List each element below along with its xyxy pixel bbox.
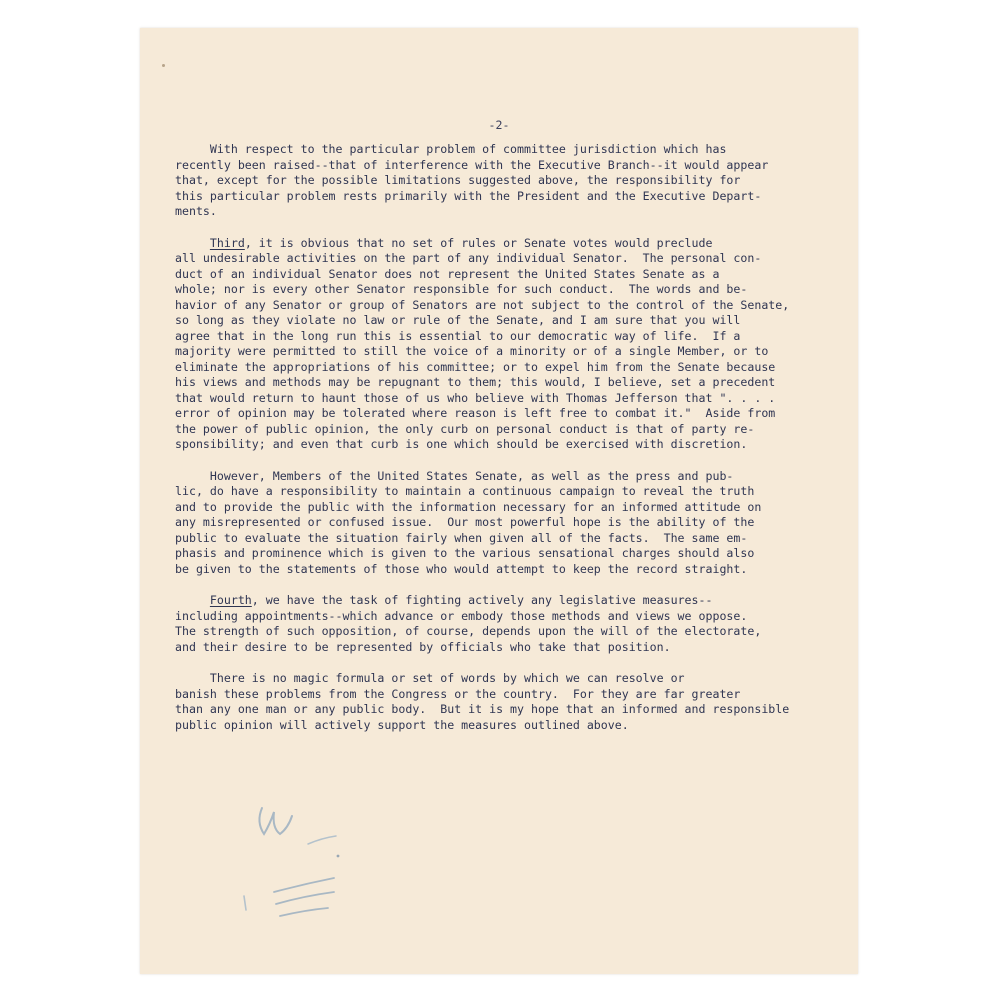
text-line: the power of public opinion, the only curb on personal conduct is that of party re-: [175, 421, 755, 436]
text-line: and to provide the public with the information necessary for an informed attitude on: [175, 499, 762, 514]
text-line: There is no magic formula or set of words by which we can resolve or: [175, 671, 685, 685]
text-line: duct of an individual Senator does not represent the United States Senate as a: [175, 266, 720, 281]
text-line: banish these problems from the Congress or the country. For they are far greater: [175, 686, 741, 701]
letter-body: [175, 142, 845, 749]
line-text: , it is obvious that no set of rules or Senate votes would preclude: [244, 235, 713, 250]
text-line: agree that in the long run this is essential to our democratic way of life. If a: [175, 328, 741, 343]
text-line: this particular problem rests primarily with the President and the Executive Depart-: [175, 188, 762, 203]
underlined-heading: Third: [209, 235, 245, 250]
document-page: [140, 28, 858, 974]
underlined-heading: Fourth: [209, 593, 252, 607]
text-line: sponsibility; and even that curb is one which should be exercised with discretion.: [175, 437, 748, 451]
text-line: recently been raised--that of interference with the Executive Branch--it would appear: [175, 157, 769, 172]
text-line: public to evaluate the situation fairly when given all of the facts. The same em-: [175, 530, 748, 545]
paper-speck: [162, 64, 165, 67]
text-line: However, Members of the United States Senate, as well as the press and pub-: [175, 468, 734, 483]
paragraph-2: [175, 236, 845, 453]
text-line: so long as they violate no law or rule of the Senate, and I am sure that you will: [175, 313, 741, 327]
text-line: [175, 593, 845, 609]
text-line: public opinion will actively support the measures outlined above.: [175, 717, 629, 732]
text-line: whole; nor is every other Senator responsible for such conduct. The words and be-: [175, 282, 748, 296]
text-line: error of opinion may be tolerated where reason is left free to combat it." Aside from: [175, 406, 776, 420]
pencil-marks-graphic: [190, 768, 410, 938]
page-number: -2-: [488, 118, 510, 132]
indent: [175, 593, 210, 607]
text-line: havior of any Senator or group of Senators are not subject to the control of the Senate,: [175, 297, 790, 312]
text-line: than any one man or any public body. But it is my hope that an informed and responsible: [175, 702, 790, 716]
text-line: The strength of such opposition, of course, depends upon the will of the electorate,: [175, 624, 762, 638]
text-line: that would return to haunt those of us who believe with Thomas Jefferson that ". . . .: [175, 390, 776, 405]
line-text: , we have the task of fighting actively any legislative measures--: [251, 593, 713, 607]
paragraph-1: [175, 142, 845, 220]
text-line: that, except for the possible limitations suggested above, the responsibility for: [175, 173, 741, 187]
text-line: be given to the statements of those who would attempt to keep the record straight.: [175, 561, 748, 576]
text-line: [175, 236, 845, 252]
text-line: and their desire to be represented by officials who take that position.: [175, 639, 671, 654]
paragraph-3: [175, 469, 845, 578]
text-line: eliminate the appropriations of his committee; or to expel him from the Senate because: [175, 359, 776, 374]
paragraph-4: [175, 593, 845, 655]
text-line: With respect to the particular problem of committee jurisdiction which has: [175, 142, 727, 156]
text-line: phasis and prominence which is given to the various sensational charges should also: [175, 546, 755, 560]
text-line: all undesirable activities on the part of any individual Senator. The personal con-: [175, 251, 762, 265]
text-line: majority were permitted to still the voice of a minority or of a single Member, or to: [175, 344, 769, 358]
text-line: ments.: [175, 204, 217, 218]
paragraph-5: [175, 671, 845, 733]
text-line: any misrepresented or confused issue. Our most powerful hope is the ability of the: [175, 515, 755, 529]
text-line: including appointments--which advance or embody those methods and views we oppose.: [175, 608, 748, 623]
text-line: lic, do have a responsibility to maintain a continuous campaign to reveal the truth: [175, 484, 755, 498]
indent: [175, 236, 210, 250]
text-line: his views and methods may be repugnant to them; this would, I believe, set a precedent: [175, 375, 776, 389]
